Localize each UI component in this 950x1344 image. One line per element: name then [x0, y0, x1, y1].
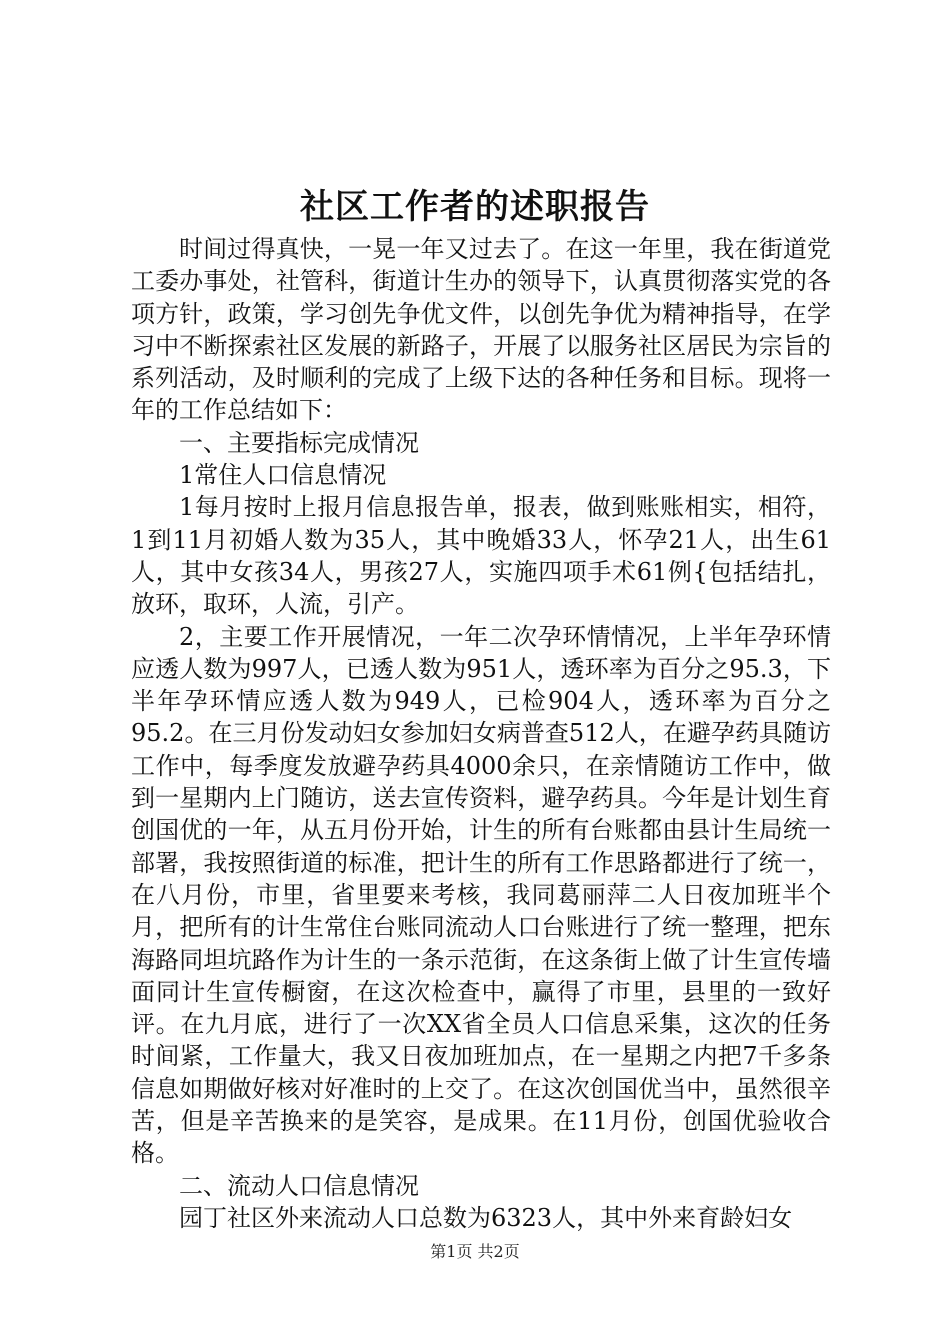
- subsection-heading-1: 1常住人口信息情况: [179, 461, 387, 490]
- paragraph-monthly-report: 1每月按时上报月信息报告单，报表，做到账账相实，相符，1到11月初婚人数为35人，其中晚婚33人，怀孕21人，出生61人，其中女孩34人，男孩27人，实施四项手术61例{包括结扎，放环，取环，人流，引产。: [131, 493, 831, 619]
- document-body: [131, 233, 831, 1234]
- paragraph-intro: 时间过得真快，一晃一年又过去了。在这一年里，我在街道党工委办事处，社管科，街道计生办的领导下，认真贯彻落实党的各项方针，政策，学习创先争优文件，以创先争优为精神指导，在学习中不断探索社区发展的新路子，开展了以服务社区居民为宗旨的系列活动，及时顺利的完成了上级下达的各种任务和目标。现将一年的工作总结如下：: [131, 235, 831, 425]
- paragraph-floating-population: 园丁社区外来流动人口总数为6323人，其中外来育龄妇女: [179, 1203, 793, 1232]
- section-heading-2: 二、流动人口信息情况: [179, 1171, 419, 1200]
- page-number-footer: 第1页 共2页: [430, 1242, 520, 1261]
- paragraph-main-work: 2，主要工作开展情况，一年二次孕环情情况，上半年孕环情应透人数为997人，已透人数为951人，透环率为百分之95.3，下半年孕环情应透人数为949人，已检904人，透环率为百分之95.2。在三月份发动妇女参加妇女病普查512人，在避孕药具随访工作中，每季度发放避孕药具4000余只，在亲情随访工作中，做到一星期内上门随访，送去宣传资料，避孕药具。今年是计划生育创国优的一年，从五月份开始，计生的所有台账都由县计生局统一部署，我按照街道的标准，把计生的所有工作思路都进行了统一，在八月份，市里，省里要来考核，我同葛丽萍二人日夜加班半个月，把所有的计生常住台账同流动人口台账进行了统一整理，把东海路同坦坑路作为计生的一条示范街，在这条街上做了计生宣传墙面同计生宣传橱窗，在这次检查中，赢得了市里，县里的一致好评。在九月底，进行了一次XX省全员人口信息采集，这次的任务时间紧，工作量大，我又日夜加班加点，在一星期之内把7千多条信息如期做好核对好准时的上交了。在这次创国优当中，虽然很辛苦，但是辛苦换来的是笑容，是成果。在11月份，创国优验收合格。: [131, 622, 831, 1168]
- document-title: 社区工作者的述职报告: [300, 187, 650, 227]
- section-heading-1: 一、主要指标完成情况: [179, 428, 419, 457]
